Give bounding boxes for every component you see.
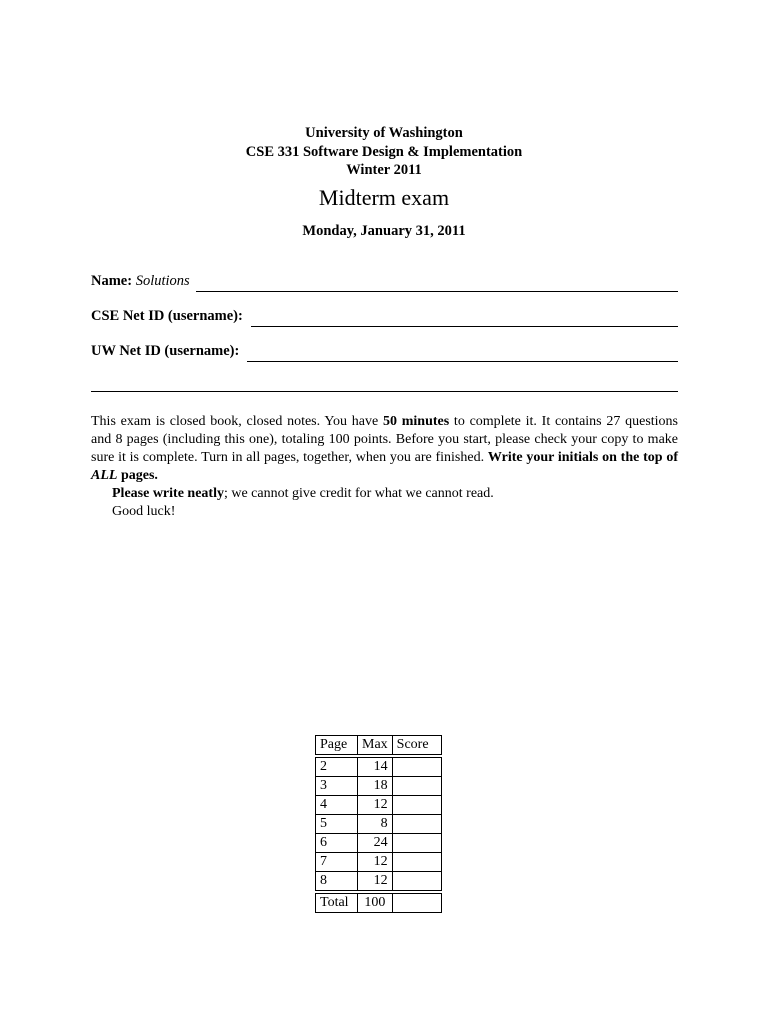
row-score[interactable] bbox=[392, 758, 441, 777]
uw-netid-label: UW Net ID (username): bbox=[91, 343, 240, 359]
total-score[interactable] bbox=[392, 894, 441, 913]
term: Winter 2011 bbox=[346, 162, 422, 178]
row-max: 14 bbox=[358, 758, 393, 777]
score-table-header bbox=[316, 736, 442, 755]
row-score[interactable] bbox=[392, 834, 441, 853]
name-underline bbox=[196, 291, 678, 292]
table-row bbox=[316, 853, 442, 872]
name-label: Name: Solutions bbox=[91, 273, 190, 289]
instructions bbox=[91, 413, 678, 521]
row-max: 12 bbox=[358, 853, 393, 872]
row-score[interactable] bbox=[392, 872, 441, 891]
row-max: 12 bbox=[358, 872, 393, 891]
cse-netid-field[interactable] bbox=[91, 307, 678, 327]
table-row bbox=[316, 777, 442, 796]
instructions-paragraph: This exam is closed book, closed notes. You have 50 minutes to complete it. It contains 27 questions and 8 pages (including this one), totaling 100 points. Before you start, please check your copy to make sure it is complete. Turn in all pages, together, when you are finished. Write your initials on the top of ALL pages. bbox=[91, 414, 679, 483]
exam-date: Monday, January 31, 2011 bbox=[302, 223, 466, 239]
row-score[interactable] bbox=[392, 815, 441, 834]
row-max: 24 bbox=[358, 834, 393, 853]
header-score: Score bbox=[392, 736, 441, 755]
cse-netid-underline bbox=[251, 326, 678, 327]
exam-title: Midterm exam bbox=[318, 185, 450, 210]
row-score[interactable] bbox=[392, 853, 441, 872]
row-page: 3 bbox=[316, 777, 358, 796]
name-value: Solutions bbox=[135, 273, 190, 289]
uw-netid-field[interactable] bbox=[91, 342, 678, 362]
header-page: Page bbox=[316, 736, 358, 755]
table-row bbox=[316, 758, 442, 777]
total-row bbox=[316, 894, 442, 913]
row-max: 8 bbox=[358, 815, 393, 834]
cse-netid-label: CSE Net ID (username): bbox=[91, 308, 243, 324]
table-row bbox=[316, 834, 442, 853]
uw-netid-underline bbox=[247, 361, 678, 362]
neatness-note: Please write neatly; we cannot give credit for what we cannot read. bbox=[112, 486, 494, 501]
row-score[interactable] bbox=[392, 796, 441, 815]
total-max: 100 bbox=[358, 894, 393, 913]
university-name: University of Washington bbox=[305, 125, 463, 141]
row-score[interactable] bbox=[392, 777, 441, 796]
row-page: 6 bbox=[316, 834, 358, 853]
row-page: 5 bbox=[316, 815, 358, 834]
row-page: 2 bbox=[316, 758, 358, 777]
good-luck: Good luck! bbox=[112, 504, 176, 519]
divider-line bbox=[91, 391, 678, 392]
score-table bbox=[315, 735, 442, 913]
row-max: 12 bbox=[358, 796, 393, 815]
table-row bbox=[316, 872, 442, 891]
row-page: 8 bbox=[316, 872, 358, 891]
name-field[interactable] bbox=[91, 272, 678, 292]
row-page: 7 bbox=[316, 853, 358, 872]
row-page: 4 bbox=[316, 796, 358, 815]
course-name: CSE 331 Software Design & Implementation bbox=[245, 144, 523, 160]
header-max: Max bbox=[358, 736, 393, 755]
row-max: 18 bbox=[358, 777, 393, 796]
total-label: Total bbox=[316, 894, 358, 913]
table-row bbox=[316, 815, 442, 834]
table-row bbox=[316, 796, 442, 815]
